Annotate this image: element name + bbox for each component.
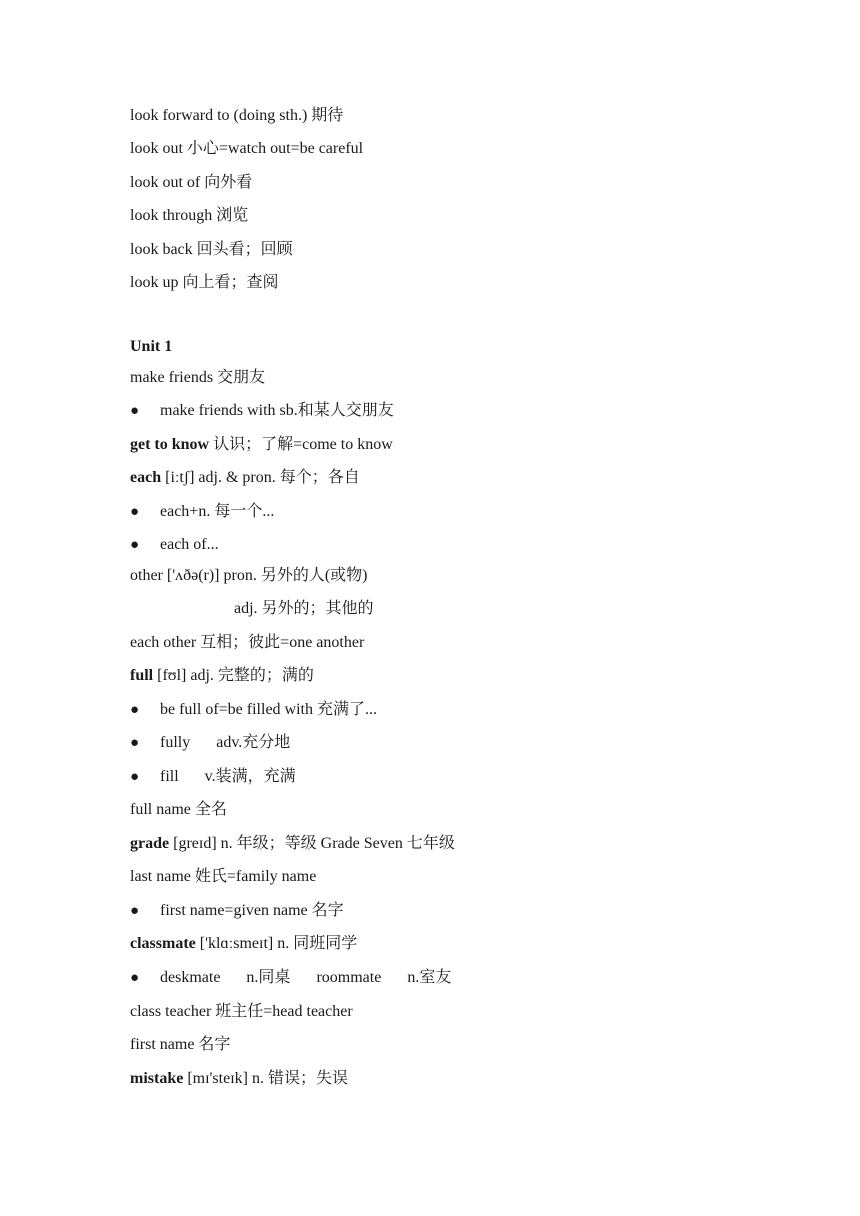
entry-get-to-know [130,435,393,455]
bullet-definition: v.装满，充满 [204,768,296,785]
entry-full-name: full name 全名 [130,801,227,818]
entry-definition: [fʊl] adj. 完整的；满的 [153,667,314,684]
bullet-text: make friends with sb.和某人交朋友 [160,402,394,419]
entry-class-teacher: class teacher 班主任=head teacher [130,1003,353,1020]
entry-term: mistake [130,1070,184,1087]
bullet-item-each-of [130,535,219,555]
entry-term: classmate [130,935,196,952]
bullet-item-each-n [130,502,274,522]
entry-last-name: last name 姓氏=family name [130,868,317,885]
bullet-word: deskmate [160,969,221,986]
entry-full [130,666,314,686]
entry-other-adj: adj. 另外的；其他的 [234,600,374,617]
phrase-look-out: look out 小心=watch out=be careful [130,140,364,157]
entry-each-other: each other 互相；彼此=one another [130,634,365,651]
bullet-icon: ● [130,537,140,553]
entry-definition: [iːtʃ] adj. & pron. 每个；各自 [161,469,360,486]
bullet-definition: n.室友 [407,969,452,986]
entry-definition: 认识；了解=come to know [209,436,393,453]
entry-definition: [greɪd] n. 年级；等级 Grade Seven 七年级 [169,835,455,852]
entry-definition: ['klɑːsmeɪt] n. 同班同学 [195,935,358,952]
bullet-item-deskmate-roommate [130,968,451,988]
phrase-look-up: look up 向上看；查阅 [130,274,279,291]
entry-term: grade [130,835,170,852]
phrase-look-forward-to: look forward to (doing sth.) 期待 [130,107,344,124]
bullet-icon: ● [130,735,140,751]
phrase-look-through: look through 浏览 [130,207,249,224]
entry-classmate [130,934,357,954]
entry-each [130,468,360,488]
bullet-item-first-name-given [130,901,344,921]
bullet-text: be full of=be filled with 充满了... [160,701,377,718]
entry-mistake [130,1069,348,1089]
entry-term: get to know [130,436,210,453]
bullet-definition: n.同桌 [246,969,291,986]
bullet-text: each of... [160,536,219,553]
entry-term: each [130,469,162,486]
bullet-word: roommate [316,969,382,986]
bullet-icon: ● [130,504,140,520]
unit-heading: Unit 1 [130,338,173,355]
phrase-look-back: look back 回头看；回顾 [130,241,293,258]
entry-make-friends: make friends 交朋友 [130,369,266,386]
bullet-item-fill [130,767,296,787]
bullet-item-be-full-of [130,700,377,720]
bullet-item-make-friends-with [130,401,394,421]
bullet-word: fully [160,734,191,751]
entry-first-name: first name 名字 [130,1036,231,1053]
bullet-text: first name=given name 名字 [160,902,344,919]
entry-other: other ['ʌðə(r)] pron. 另外的人(或物) [130,567,368,584]
bullet-word: fill [160,768,179,785]
entry-definition: [mɪ'steɪk] n. 错误；失误 [183,1070,348,1087]
bullet-icon: ● [130,970,140,986]
bullet-item-fully [130,733,290,753]
bullet-text: each+n. 每一个... [160,503,275,520]
bullet-icon: ● [130,702,140,718]
bullet-icon: ● [130,403,140,419]
bullet-icon: ● [130,769,140,785]
phrase-look-out-of: look out of 向外看 [130,174,253,191]
bullet-icon: ● [130,903,140,919]
bullet-definition: adv.充分地 [216,734,291,751]
entry-grade [130,834,455,854]
entry-term: full [130,667,154,684]
